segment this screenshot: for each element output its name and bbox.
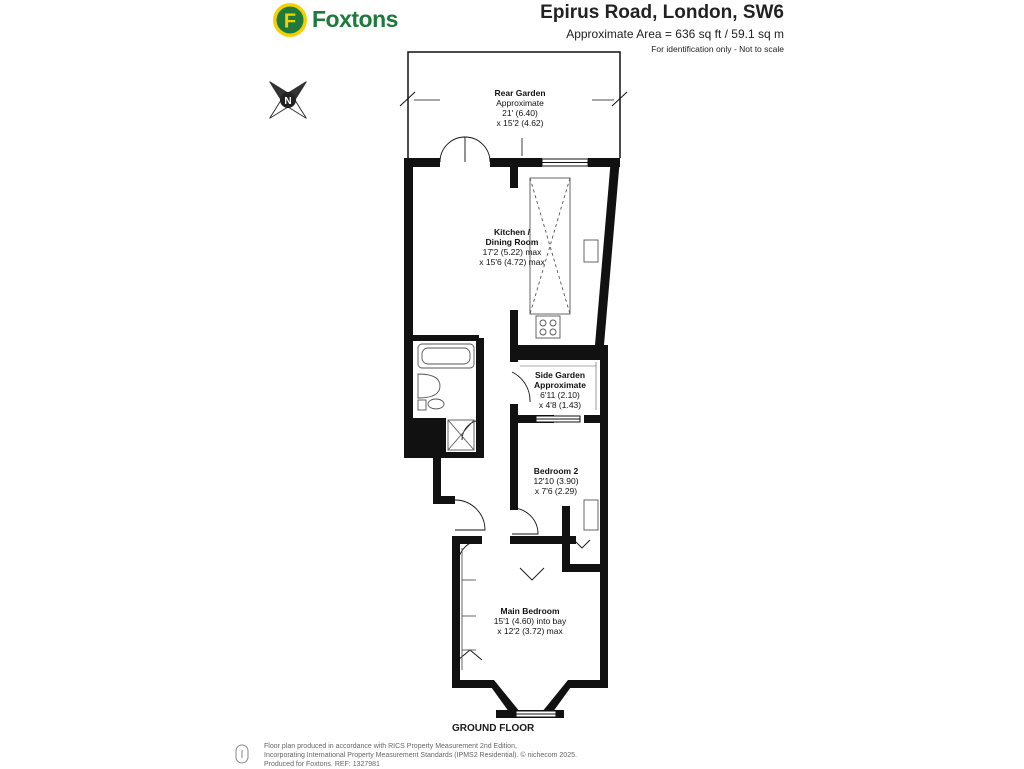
svg-text:Bedroom 2: Bedroom 2 bbox=[533, 466, 579, 476]
svg-text:17'2 (5.22) max: 17'2 (5.22) max bbox=[482, 247, 542, 257]
scale-note: For identification only - Not to scale bbox=[651, 44, 784, 54]
property-title: Epirus Road, London, SW6 bbox=[540, 2, 784, 23]
svg-text:Approximate: Approximate bbox=[534, 380, 586, 390]
logo-letter: F bbox=[283, 10, 297, 33]
svg-text:Dining Room: Dining Room bbox=[485, 237, 539, 247]
room-label-bedroom-2 bbox=[533, 466, 578, 496]
svg-text:x 7'6 (2.29): x 7'6 (2.29) bbox=[534, 486, 578, 496]
north-compass-icon bbox=[251, 63, 325, 137]
svg-text:15'1 (4.60) into bay: 15'1 (4.60) into bay bbox=[493, 616, 567, 626]
room-label-kitchen bbox=[479, 227, 545, 267]
compass-north-letter: N bbox=[284, 96, 292, 107]
floor-label: GROUND FLOOR bbox=[452, 723, 535, 734]
svg-text:Side Garden: Side Garden bbox=[534, 370, 586, 380]
room-label-side-garden bbox=[534, 370, 586, 410]
room-label-rear-garden bbox=[494, 88, 545, 128]
svg-text:Rear Garden: Rear Garden bbox=[494, 88, 546, 98]
svg-text:x 4'8 (1.43): x 4'8 (1.43) bbox=[538, 400, 582, 410]
footer-disclaimer bbox=[264, 742, 577, 769]
room-label-main-bedroom bbox=[494, 606, 567, 636]
svg-text:12'10 (3.90): 12'10 (3.90) bbox=[533, 476, 579, 486]
svg-text:6'11 (2.10): 6'11 (2.10) bbox=[540, 390, 580, 400]
svg-text:Kitchen /: Kitchen / bbox=[494, 227, 530, 237]
svg-text:21' (6.40): 21' (6.40) bbox=[502, 108, 538, 118]
svg-text:x 12'2 (3.72) max: x 12'2 (3.72) max bbox=[497, 626, 563, 636]
footer-line: Floor plan produced in accordance with RICS Property Measurement 2nd Edition, bbox=[264, 743, 517, 750]
footer-line: Produced for Foxtons. REF: 1327981 bbox=[264, 761, 380, 768]
footer-info-icon bbox=[235, 744, 249, 764]
svg-text:x 15'6 (4.72) max: x 15'6 (4.72) max bbox=[479, 257, 545, 267]
footer-line: Incorporating International Property Measurement Standards (IPMS2 Residential). © nichecom 2025. bbox=[264, 752, 577, 759]
svg-text:x 15'2 (4.62): x 15'2 (4.62) bbox=[496, 118, 544, 128]
svg-text:Approximate: Approximate bbox=[496, 98, 544, 108]
approximate-area: Approximate Area = 636 sq ft / 59.1 sq m bbox=[566, 27, 784, 41]
brand-name: Foxtons bbox=[312, 6, 398, 32]
svg-text:Main Bedroom: Main Bedroom bbox=[500, 606, 560, 616]
